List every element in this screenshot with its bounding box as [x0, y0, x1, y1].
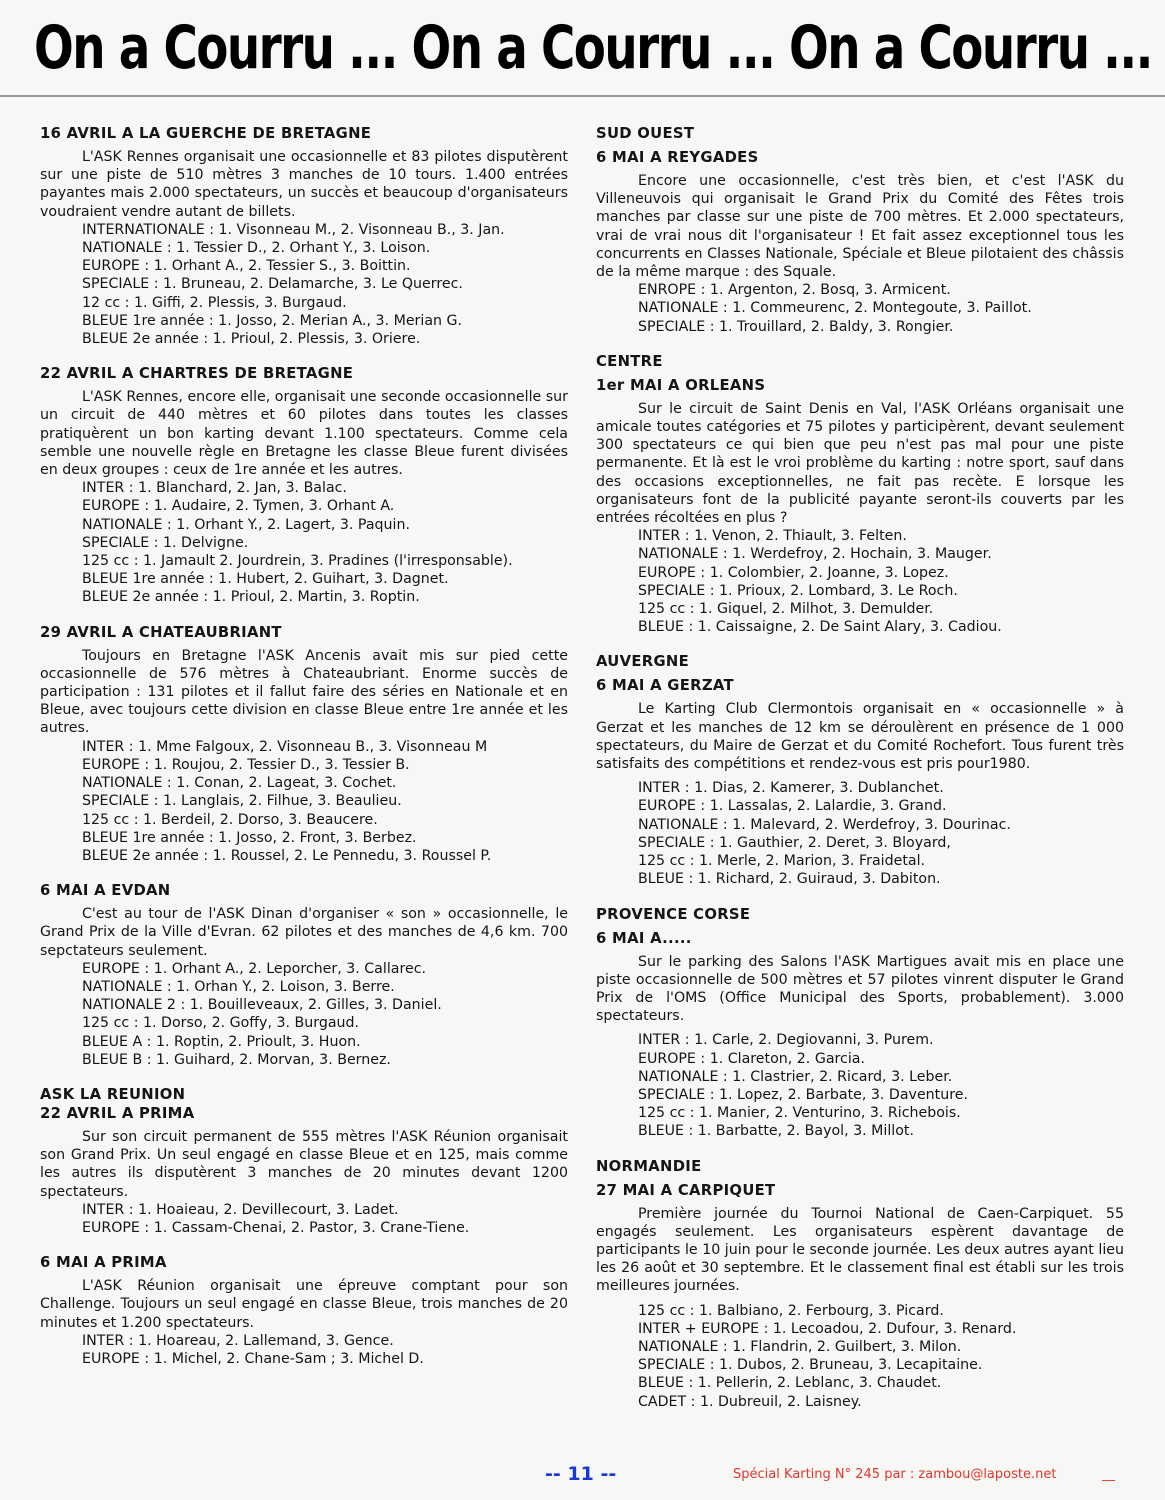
- result-line: BLEUE A : 1. Roptin, 2. Prioult, 3. Huon.: [82, 1033, 361, 1050]
- results-list: [40, 738, 568, 865]
- result-line: NATIONALE : 1. Clastrier, 2. Ricard, 3. Leber.: [638, 1068, 953, 1085]
- result-line: INTER + EUROPE : 1. Lecoadou, 2. Dufour, 3. Renard.: [638, 1320, 1017, 1337]
- page-title: On a Courru ... On a Courru ... On a Courru ...: [34, 13, 1152, 83]
- result-line: BLEUE 1re année : 1. Josso, 2. Front, 3. Berbez.: [82, 829, 417, 846]
- article-heading: 6 MAI A GERZAT: [596, 677, 734, 695]
- article-orleans: [596, 352, 1124, 637]
- result-line: BLEUE : 1. Richard, 2. Guiraud, 3. Dabiton.: [638, 871, 941, 888]
- result-line: EUROPE : 1. Lassalas, 2. Lalardie, 3. Grand.: [638, 798, 947, 815]
- results-list: [596, 1031, 1124, 1140]
- result-line: NATIONALE : 1. Conan, 2. Lageat, 3. Cochet.: [82, 775, 397, 792]
- region-heading: CENTRE: [596, 352, 663, 370]
- result-line: NATIONALE : 1. Orhant Y., 2. Lagert, 3. Paquin.: [82, 516, 410, 533]
- article-text: Encore une occasionnelle, c'est très bien, et c'est l'ASK du Villeneuvois qui organisait le Grand Prix du Comité des Fêtes trois manches par classe sur une piste de 700 mètres. Et 2.000 spectateurs, vrai de vrai nous dit l'organisateur ! Et fait assez exceptionnel tous les concurrents en Classes Nationale, Spéciale et Bleue pilotaient des châssis de la même marque : des Squale.: [596, 173, 1124, 281]
- article-text: Sur le parking des Salons l'ASK Martigues avait mis en place une piste occasionnelle de 500 mètres et 57 pilotes vinrent disputer le Grand Prix de l'OMS (Office Municipal des Sports, probablement). 3.000 spectateurs.: [596, 953, 1124, 1025]
- region-heading: SUD OUEST: [596, 125, 695, 142]
- result-line: 125 cc : 1. Balbiano, 2. Ferbourg, 3. Picard.: [638, 1302, 944, 1319]
- result-line: BLEUE 2e année : 1. Roussel, 2. Le Pennedu, 3. Roussel P.: [82, 847, 492, 864]
- article-text: Sur le circuit de Saint Denis en Val, l'ASK Orléans organisait une amicale toutes catégories et 75 pilotes y participèrent, devant seulement 300 spectateurs ce qui bien que peu n'est pas mal pour une piste permanente. Et là est le vroi problème du karting : notre sport, sauf dans des occasions exceptionnelles, ne fait pas recète. E lorsque les organisateurs font de la publicité payante seront-ils couverts par les entrées récoltées en plus ?: [596, 400, 1124, 527]
- result-line: 12 cc : 1. Giffi, 2. Plessis, 3. Burgaud.: [82, 294, 347, 311]
- page-footer: [0, 1463, 1165, 1493]
- article-heading: 22 AVRIL A CHARTRES DE BRETAGNE: [40, 365, 354, 383]
- result-line: SPECIALE : 1. Delvigne.: [82, 534, 249, 551]
- article-heading: 6 MAI A REYGADES: [596, 149, 759, 166]
- result-line: SPECIALE : 1. Lopez, 2. Barbate, 3. Daventure.: [638, 1086, 968, 1103]
- result-line: EUROPE : 1. Michel, 2. Chane-Sam ; 3. Michel D.: [82, 1350, 424, 1367]
- article-text: L'ASK Rennes, encore elle, organisait une seconde occasionnelle sur un circuit de 440 mètres et 60 pilotes dans toutes les classes pratiquèrent un bon karting devant 1.100 spectateurs. Comme cela semble une nouvelle règle en Bretagne les classe Bleue furent divisées en deux groupes : ceux de 1re année et les autres.: [40, 389, 568, 479]
- results-list: [40, 221, 568, 348]
- result-line: NATIONALE : 1. Orhan Y., 2. Loison, 3. Berre.: [82, 978, 395, 995]
- article-text: L'ASK Réunion organisait une épreuve comptant pour son Challenge. Toujours un seul engagé en classe Bleue, trois manches de 20 minutes et 1.200 spectateurs.: [40, 1278, 568, 1331]
- article-heading: 6 MAI A EVDAN: [40, 882, 171, 900]
- article-heading: 27 MAI A CARPIQUET: [596, 1181, 776, 1199]
- results-list: [40, 1201, 568, 1237]
- result-line: EUROPE : 1. Roujou, 2. Tessier D., 3. Tessier B.: [82, 756, 410, 773]
- article-text: Sur son circuit permanent de 555 mètres l'ASK Réunion organisait son Grand Prix. Un seul engagé en classe Bleue et en 125, mais comme les autres ils disputèrent 3 manches de 20 minutes devant 1200 spectateurs.: [40, 1128, 568, 1200]
- result-line: ENROPE : 1. Argenton, 2. Bosq, 3. Armicent.: [638, 282, 951, 299]
- article-reygades: [596, 124, 1124, 336]
- result-line: INTER : 1. Carle, 2. Degiovanni, 3. Purem.: [638, 1032, 934, 1049]
- results-list: [40, 1332, 568, 1368]
- article-text: C'est au tour de l'ASK Dinan d'organiser « son » occasionnelle, le Grand Prix de la Ville d'Evran. 62 pilotes et des manches de 4,6 km. 700 sepctateurs seulement.: [40, 906, 568, 959]
- result-line: SPECIALE : 1. Prioux, 2. Lombard, 3. Le Roch.: [638, 582, 958, 599]
- result-line: INTER : 1. Hoaieau, 2. Devillecourt, 3. Ladet.: [82, 1201, 399, 1218]
- page-number: -- 11 --: [545, 1463, 617, 1485]
- result-line: BLEUE : 1. Pellerin, 2. Leblanc, 3. Chaudet.: [638, 1375, 942, 1392]
- result-line: NATIONALE : 1. Malevard, 2. Werdefroy, 3. Dourinac.: [638, 816, 1011, 833]
- result-line: SPECIALE : 1. Trouillard, 2. Baldy, 3. Rongier.: [638, 318, 954, 335]
- article-prima-6-mai: [40, 1253, 568, 1368]
- article-heading: 1er MAI A ORLEANS: [596, 376, 766, 394]
- result-line: INTER : 1. Mme Falgoux, 2. Visonneau B., 3. Visonneau M: [82, 738, 488, 755]
- results-list: [40, 960, 568, 1069]
- result-line: EUROPE : 1. Clareton, 2. Garcia.: [638, 1050, 865, 1067]
- right-column: [596, 124, 1124, 1427]
- result-line: BLEUE 2e année : 1. Prioul, 2. Plessis, 3. Oriere.: [82, 331, 421, 348]
- article-reunion-22-avril: [40, 1085, 568, 1237]
- article-heading: 6 MAI A PRIMA: [40, 1254, 167, 1272]
- result-line: CADET : 1. Dubreuil, 2. Laisney.: [638, 1393, 862, 1410]
- banner: [0, 0, 1165, 97]
- result-line: BLEUE 1re année : 1. Josso, 2. Merian A., 3. Merian G.: [82, 312, 463, 329]
- results-list: [596, 1302, 1124, 1411]
- result-line: 125 cc : 1. Merle, 2. Marion, 3. Fraidetal.: [638, 853, 926, 870]
- result-line: BLEUE : 1. Caissaigne, 2. De Saint Alary, 3. Cadiou.: [638, 619, 1002, 636]
- result-line: SPECIALE : 1. Langlais, 2. Filhue, 3. Beaulieu.: [82, 793, 402, 810]
- result-line: 125 cc : 1. Manier, 2. Venturino, 3. Richebois.: [638, 1105, 961, 1122]
- result-line: NATIONALE : 1. Tessier D., 2. Orhant Y., 3. Loison.: [82, 240, 431, 257]
- result-line: BLEUE B : 1. Guihard, 2. Morvan, 3. Bernez.: [82, 1051, 391, 1068]
- article-text: L'ASK Rennes organisait une occasionnelle et 83 pilotes disputèrent sur une piste de 510 mètres 3 manches de 10 tours. 1.400 entrées payantes mais 2.000 spectateurs, un succès et beaucoup d'organisateurs voudraient vendre autant de billets.: [40, 149, 568, 220]
- result-line: NATIONALE : 1. Flandrin, 2. Guilbert, 3. Milon.: [638, 1338, 962, 1355]
- article-gerzat: [596, 652, 1124, 888]
- result-line: EUROPE : 1. Colombier, 2. Joanne, 3. Lopez.: [638, 564, 949, 581]
- article-heading: 29 AVRIL A CHATEAUBRIANT: [40, 623, 282, 641]
- result-line: 125 cc : 1. Jamault 2. Jourdrein, 3. Pradines (l'irresponsable).: [82, 553, 513, 570]
- footer-dash: __: [1102, 1467, 1115, 1482]
- result-line: INTER : 1. Hoareau, 2. Lallemand, 3. Gence.: [82, 1332, 394, 1349]
- result-line: INTER : 1. Venon, 2. Thiault, 3. Felten.: [638, 528, 907, 545]
- result-line: 125 cc : 1. Berdeil, 2. Dorso, 3. Beaucere.: [82, 811, 378, 828]
- results-list: [596, 527, 1124, 636]
- article-heading: 6 MAI A.....: [596, 929, 692, 947]
- result-line: BLEUE 1re année : 1. Hubert, 2. Guihart, 3. Dagnet.: [82, 571, 449, 588]
- region-heading: PROVENCE CORSE: [596, 905, 751, 923]
- result-line: INTER : 1. Dias, 2. Kamerer, 3. Dublanchet.: [638, 780, 944, 797]
- result-line: 125 cc : 1. Giquel, 2. Milhot, 3. Demulder.: [638, 601, 934, 618]
- region-heading: AUVERGNE: [596, 653, 690, 671]
- result-line: EUROPE : 1. Cassam-Chenai, 2. Pastor, 3. Crane-Tiene.: [82, 1219, 470, 1236]
- article-guerche: [40, 124, 568, 348]
- result-line: SPECIALE : 1. Dubos, 2. Bruneau, 3. Lecapitaine.: [638, 1357, 983, 1374]
- result-line: EUROPE : 1. Orhant A., 2. Leporcher, 3. Callarec.: [82, 960, 427, 977]
- result-line: SPECIALE : 1. Bruneau, 2. Delamarche, 3. Le Querrec.: [82, 276, 463, 293]
- result-line: NATIONALE : 1. Werdefroy, 2. Hochain, 3. Mauger.: [638, 546, 992, 563]
- result-line: EUROPE : 1. Audaire, 2. Tymen, 3. Orhant A.: [82, 498, 395, 515]
- article-chartres: [40, 364, 568, 606]
- result-line: SPECIALE : 1. Gauthier, 2. Deret, 3. Bloyard,: [638, 834, 951, 851]
- result-line: 125 cc : 1. Dorso, 2. Goffy, 3. Burgaud.: [82, 1015, 360, 1032]
- region-heading: ASK LA REUNION: [40, 1085, 186, 1103]
- result-line: BLEUE 2e année : 1. Prioul, 2. Martin, 3. Roptin.: [82, 589, 420, 606]
- result-line: EUROPE : 1. Orhant A., 2. Tessier S., 3. Boittin.: [82, 258, 411, 275]
- results-list: [596, 281, 1124, 336]
- article-text: Toujours en Bretagne l'ASK Ancenis avait mis sur pied cette occasionnelle de 576 mètres à Chateaubriant. Enorme succès de participation : 131 pilotes et il fallut faire des séries en Nationale et en Bleue, avec toujours cette division en classe Bleue entre 1re année et les autres.: [40, 647, 568, 737]
- left-column: [40, 124, 568, 1384]
- article-carpiquet: [596, 1157, 1124, 1411]
- region-heading: NORMANDIE: [596, 1157, 702, 1175]
- article-text: Première journée du Tournoi National de Caen-Carpiquet. 55 engagés seulement. Les organisateurs espèrent davantage de participants le 10 juin pour le seconde journée. Les deux autres ayant lieu les 26 août et 30 septembre. Et le classement final est établi sur les trois meilleures journées.: [596, 1205, 1124, 1295]
- article-text: Le Karting Club Clermontois organisait en « occasionnelle » à Gerzat et les manches de 12 km se déroulèrent en présence de 1 000 spectateurs, du Maire de Gerzat et du Comité Rochefort. Tous furent très satisfaits des compétitions et rendez-vous est pris pour1980.: [596, 701, 1124, 773]
- results-list: [40, 479, 568, 606]
- result-line: BLEUE : 1. Barbatte, 2. Bayol, 3. Millot.: [638, 1123, 915, 1140]
- result-line: NATIONALE : 1. Commeurenc, 2. Montegoute, 3. Paillot.: [638, 300, 1032, 317]
- article-evdan: [40, 881, 568, 1069]
- result-line: INTER : 1. Blanchard, 2. Jan, 3. Balac.: [82, 480, 347, 497]
- article-heading: 22 AVRIL A PRIMA: [40, 1104, 195, 1122]
- article-provence: [596, 905, 1124, 1141]
- results-list: [596, 779, 1124, 888]
- result-line: INTERNATIONALE : 1. Visonneau M., 2. Visonneau B., 3. Jan.: [82, 221, 505, 238]
- article-chateaubriant: [40, 623, 568, 865]
- credit-line: Spécial Karting N° 245 par : zambou@laposte.net: [733, 1467, 1057, 1482]
- result-line: NATIONALE 2 : 1. Bouilleveaux, 2. Gilles, 3. Daniel.: [82, 997, 442, 1014]
- article-heading: 16 AVRIL A LA GUERCHE DE BRETAGNE: [40, 125, 372, 142]
